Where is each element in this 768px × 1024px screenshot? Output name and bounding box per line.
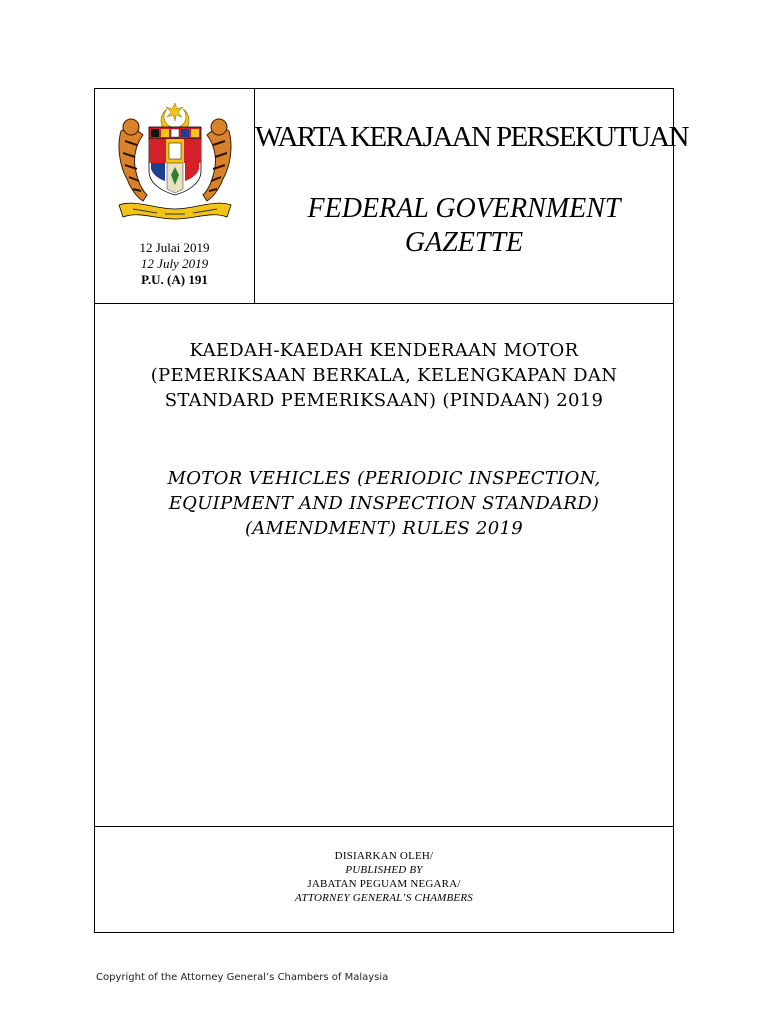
header-right-cell bbox=[255, 89, 688, 303]
gazette-title-malay: WARTA KERAJAAN PERSEKUTUAN bbox=[255, 121, 688, 153]
title-english-line: EQUIPMENT AND INSPECTION STANDARD) bbox=[168, 493, 600, 514]
copyright-notice: Copyright of the Attorney General’s Chambers of Malaysia bbox=[96, 972, 389, 983]
title-malay-line: STANDARD PEMERIKSAAN) (PINDAAN) 2019 bbox=[164, 390, 604, 411]
document-title-english bbox=[105, 466, 663, 541]
date-malay: 12 Julai 2019 bbox=[139, 240, 210, 255]
publisher-name-malay: JABATAN PEGUAM NEGARA/ bbox=[307, 878, 461, 890]
publication-date-block bbox=[95, 240, 254, 288]
publisher-name-english: ATTORNEY GENERAL’S CHAMBERS bbox=[295, 892, 473, 904]
title-english-line: MOTOR VEHICLES (PERIODIC INSPECTION, bbox=[167, 468, 601, 489]
date-english: 12 July 2019 bbox=[140, 256, 209, 271]
publisher-section bbox=[95, 826, 673, 932]
document-title-section bbox=[95, 304, 673, 826]
title-malay-line: (PEMERIKSAAN BERKALA, KELENGKAPAN DAN bbox=[150, 365, 618, 386]
document-title-malay bbox=[105, 338, 663, 413]
gazette-title-english bbox=[255, 192, 673, 260]
publisher-block bbox=[95, 849, 673, 905]
gazette-header bbox=[95, 89, 688, 304]
gazette-title-english-line2: GAZETTE bbox=[404, 227, 524, 258]
title-english-line: (AMENDMENT) RULES 2019 bbox=[244, 518, 524, 539]
published-by-malay: DISIARKAN OLEH/ bbox=[334, 850, 434, 862]
header-left-cell bbox=[95, 89, 255, 303]
gazette-title-english-line1: FEDERAL GOVERNMENT bbox=[307, 193, 621, 224]
coat-of-arms-icon bbox=[115, 101, 235, 223]
pu-reference: P.U. (A) 191 bbox=[141, 272, 208, 287]
title-malay-line: KAEDAH-KAEDAH KENDERAAN MOTOR bbox=[189, 340, 579, 361]
published-by-english: PUBLISHED BY bbox=[345, 864, 423, 876]
gazette-cover-frame bbox=[94, 88, 688, 933]
